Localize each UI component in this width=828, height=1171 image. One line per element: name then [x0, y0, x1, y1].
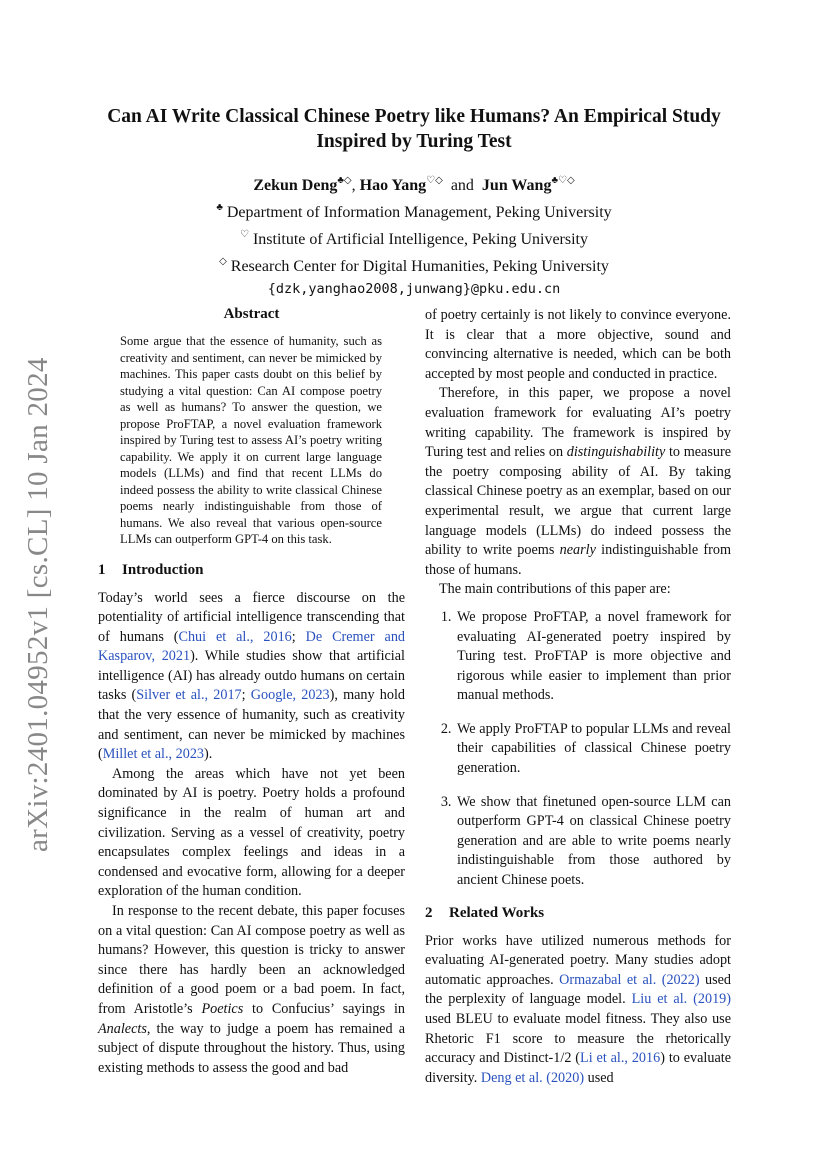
section-1-title: Introduction — [122, 561, 204, 578]
abstract-text: Some argue that the essence of humanity, such as creativity and sentiment, can never be mimicked by machines. This paper casts doubt on this belief by studying a vital question: Can AI compose poetry as well as humans? To answer the question, we propose ProFTAP, a novel evaluation framework inspired by Turing test to assess AI’s poetry writing capability. We apply it on current large language models (LLMs) and find that recent LLMs do indeed possess the ability to write classical Chinese poems nearly indistinguishable from those of humans. We also reveal that various open-source LLMs can outperform GPT-4 on this task. — [120, 334, 382, 546]
affiliation-3 — [90, 251, 738, 278]
abstract-heading: Abstract — [223, 306, 280, 322]
citation-link[interactable]: Chui et al., 2016 — [178, 628, 292, 645]
right-column — [425, 306, 731, 1088]
intro-paragraph-3 — [98, 902, 405, 1078]
affiliation-2-mark: ♡ — [240, 229, 249, 240]
author-1-name: Zekun Deng — [253, 177, 338, 194]
text-run: , the way to judge a poem has remained a subject of dispute throughout the history. Thus, using existing methods to assess the good and bad — [98, 1020, 405, 1076]
affiliation-2 — [90, 224, 738, 251]
related-paragraph-1 — [425, 932, 731, 1089]
intro-paragraph-5 — [425, 384, 731, 580]
author-1-marks: ♣◇ — [337, 175, 352, 186]
citation-link[interactable]: Deng et al. (2020) — [480, 1069, 585, 1086]
author-and: and — [450, 177, 474, 194]
citation-link[interactable]: Liu et al. (2019) — [631, 991, 731, 1008]
contribution-item: 2. We apply ProFTAP to popular LLMs and reveal their capabilities of classical Chinese poetry generation. — [455, 720, 731, 779]
text-run: ; — [241, 687, 251, 704]
paper-title — [90, 104, 738, 154]
title-line-2: Inspired by Turing Test — [316, 131, 512, 152]
author-separator: , — [351, 177, 360, 194]
affiliation-3-mark: ◇ — [219, 256, 227, 267]
text-run: indistinguishable from those of humans. — [425, 542, 731, 578]
contribution-item: 3. We show that finetuned open-source LLM can outperform GPT-4 on classical Chinese poetry generation and are able to write poems nearly indistinguishable from those authored by ancient Chinese poets. — [455, 793, 731, 891]
intro-paragraph-6: The main contributions of this paper are: — [439, 581, 671, 598]
affiliation-3-text: Research Center for Digital Humanities, Peking University — [230, 258, 609, 275]
arxiv-identifier: arXiv:2401.04952v1 [cs.CL] 10 Jan 2024 — [22, 357, 54, 852]
text-run: used BLEU to evaluate model fitness. They also use Rhetoric F1 score to measure the rhetorically accuracy and Distinct-1/2 ( — [425, 1011, 731, 1067]
author-3-marks: ♣♡◇ — [551, 175, 575, 186]
author-block — [90, 170, 738, 300]
citation-link[interactable]: Millet et al., 2023 — [102, 746, 205, 763]
intro-paragraph-2: Among the areas which have not yet been dominated by AI is poetry. Poetry holds a profound significance in the realm of human art and civilization. Serving as a vessel of creativity, poetry encapsulates complex feelings and ideas in a condensed and evocative form, allowing for a deeper exploration of the human condition. — [98, 765, 405, 900]
text-run: used — [584, 1069, 614, 1086]
emphasis: nearly — [559, 542, 596, 559]
section-2-number: 2 — [425, 904, 433, 921]
affiliation-1-mark: ♣ — [216, 202, 223, 213]
emphasis: distinguishability — [566, 444, 666, 461]
text-run: ; — [291, 628, 306, 645]
text-run: ), many hold that the very essence of humanity, such as creativity and sentiment, can never be mimicked by machines ( — [98, 687, 405, 763]
left-column — [98, 306, 405, 1078]
citation-link[interactable]: Ormazabal et al. (2022) — [559, 971, 700, 988]
emphasis: Analects — [98, 1020, 147, 1037]
text-run: to measure the poetry composing ability of AI. By taking classical Chinese poetry as an exemplar, based on our experimental result, we argue that current large language models (LLMs) do indeed possess the ability to write poems — [425, 444, 731, 559]
author-3-name: Jun Wang — [481, 177, 552, 194]
section-introduction-heading — [98, 562, 405, 579]
text-run: ). — [204, 746, 213, 763]
citation-link[interactable]: Silver et al., 2017 — [136, 687, 242, 704]
intro-paragraph-4: of poetry certainly is not likely to convince everyone. It is clear that a more objective, sound and convincing alternative is needed, which can be both accepted by most people and conducted in practice. — [425, 307, 731, 382]
author-line — [90, 170, 738, 197]
title-line-1: Can AI Write Classical Chinese Poetry like Humans? An Empirical Study — [107, 106, 721, 127]
text-run: to Confucius’ sayings in — [243, 1000, 405, 1017]
intro-paragraph-1 — [98, 589, 405, 765]
contribution-item: 1. We propose ProFTAP, a novel framework for evaluating AI-generated poetry inspired by Turing test. ProFTAP is more objective and rigorous while easier to implement than prior manual methods. — [455, 608, 731, 706]
section-1-number: 1 — [98, 561, 106, 578]
author-2-name: Hao Yang — [359, 177, 427, 194]
author-2-marks: ♡◇ — [426, 175, 443, 186]
text-run: ) to evaluate diversity. — [425, 1050, 731, 1086]
text-run: used the perplexity of language model. — [425, 971, 732, 1008]
text-run: ). While studies show that artificial intelligence (AI) has already outdo humans on certain tasks ( — [98, 648, 405, 704]
text-run: In response to the recent debate, this paper focuses on a vital question: Can AI compose poetry as well as humans? However, this question is tricky to answer since there has hardly been an acknowledged definition of a good poem or a bad poem. In fact, from Aristotle’s — [98, 903, 405, 1017]
citation-link[interactable]: De Cremer and Kasparov, 2021 — [98, 628, 406, 665]
contributions-list — [425, 608, 731, 891]
citation-link[interactable]: Google, 2023 — [250, 687, 330, 704]
affiliation-1-text: Department of Information Management, Peking University — [226, 204, 612, 221]
affiliation-2-text: Institute of Artificial Intelligence, Peking University — [252, 231, 588, 248]
citation-link[interactable]: Li et al., 2016 — [580, 1050, 661, 1067]
text-run: Today’s world sees a fierce discourse on the potentiality of artificial intelligence transcending that of humans ( — [98, 589, 405, 645]
emphasis: Poetics — [201, 1000, 244, 1017]
text-run: Prior works have utilized numerous methods for evaluating AI-generated poetry. Many studies adopt automatic approaches. — [425, 932, 731, 988]
section-related-works-heading — [425, 905, 731, 922]
section-2-title: Related Works — [449, 904, 545, 921]
affiliation-1 — [90, 197, 738, 224]
text-run: Therefore, in this paper, we propose a novel evaluation framework for evaluating AI’s poetry writing capability. The framework is inspired by Turing test and relies on — [425, 385, 731, 461]
author-email[interactable]: {dzk,yanghao2008,junwang}@pku.edu.cn — [267, 281, 561, 297]
